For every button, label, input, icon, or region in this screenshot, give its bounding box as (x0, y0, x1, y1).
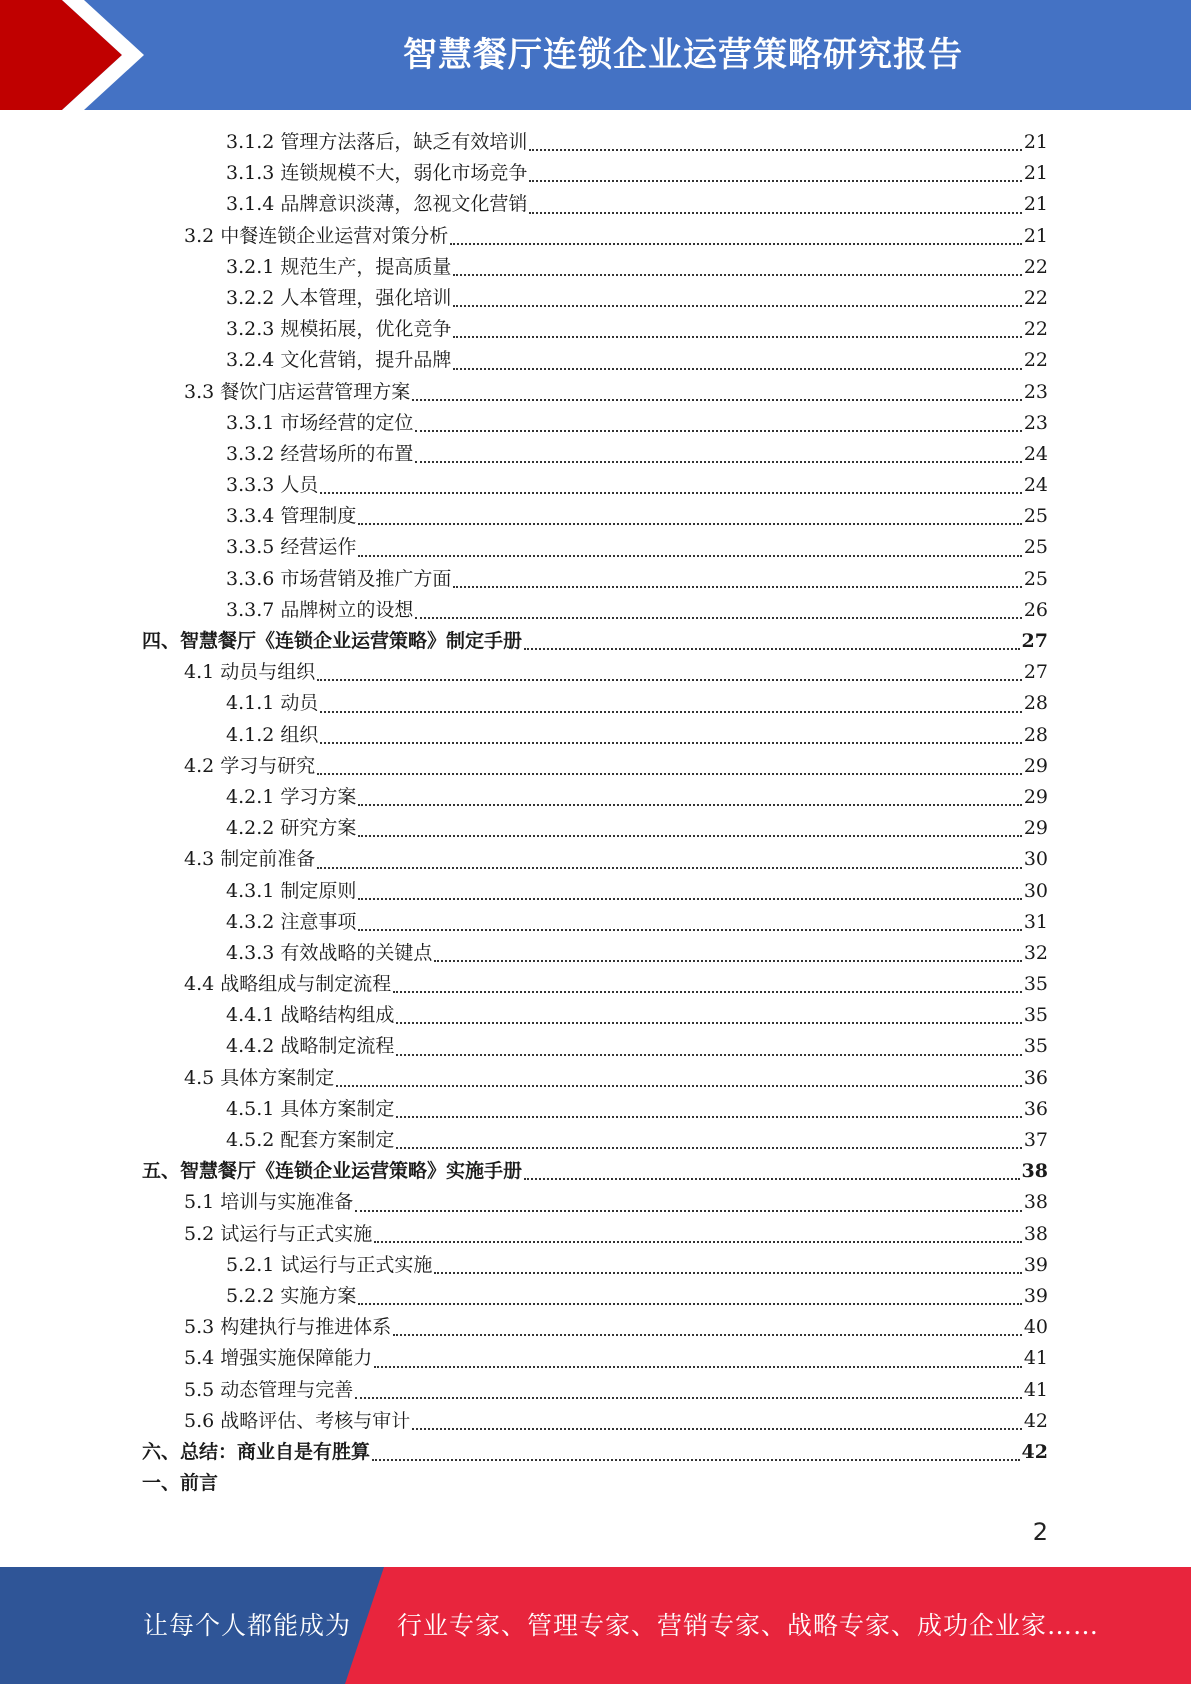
toc-entry-label: 五、智慧餐厅《连锁企业运营策略》实施手册 (142, 1160, 523, 1183)
toc-entry[interactable] (142, 564, 1048, 595)
toc-entry[interactable] (142, 876, 1048, 907)
toc-dot-leader (358, 804, 1021, 806)
toc-entry-label: 3.1.3 连锁规模不大，弱化市场竞争 (226, 162, 528, 185)
toc-entry[interactable] (142, 377, 1048, 408)
toc-entry-page: 27 (1023, 661, 1048, 684)
toc-entry-label: 4.5.1 具体方案制定 (226, 1097, 395, 1120)
toc-dot-leader (453, 274, 1021, 276)
toc-entry-page: 40 (1023, 1316, 1048, 1339)
toc-entry-page: 24 (1023, 442, 1048, 465)
toc-entry-page: 32 (1023, 941, 1048, 964)
toc-entry-page: 23 (1023, 411, 1048, 434)
toc-entry-label: 3.3.6 市场营销及推广方面 (226, 567, 452, 590)
toc-entry-page: 23 (1023, 380, 1048, 403)
document-title: 智慧餐厅连锁企业运营策略研究报告 (403, 35, 963, 75)
toc-entry[interactable] (142, 1219, 1048, 1250)
toc-entry[interactable] (142, 439, 1048, 470)
toc-entry[interactable] (142, 189, 1048, 220)
toc-entry-page: 29 (1023, 754, 1048, 777)
page-number: 2 (1032, 1518, 1048, 1546)
toc-dot-leader (412, 399, 1022, 401)
toc-entry-page: 28 (1023, 723, 1048, 746)
toc-entry-page: 21 (1023, 193, 1048, 216)
footer-slogan-left: 让每个人都能成为 (143, 1611, 352, 1640)
toc-entry[interactable] (142, 1343, 1048, 1374)
toc-entry-page: 22 (1023, 318, 1048, 341)
toc-dot-leader (434, 1272, 1021, 1274)
footer-slogan-right: 行业专家、管理专家、营销专家、战略专家、成功企业家…… (397, 1611, 1100, 1640)
toc-entry-page: 39 (1023, 1253, 1048, 1276)
toc-entry[interactable] (142, 1187, 1048, 1218)
toc-dot-leader (358, 835, 1021, 837)
toc-entry-page: 22 (1023, 286, 1048, 309)
toc-entry[interactable] (142, 158, 1048, 189)
toc-entry[interactable] (142, 1094, 1048, 1125)
toc-entry[interactable] (142, 782, 1048, 813)
toc-dot-leader (336, 1085, 1022, 1087)
toc-entry-label: 六、总结：商业自是有胜算 (142, 1440, 371, 1463)
toc-entry-label: 5.2.1 试运行与正式实施 (226, 1253, 433, 1276)
toc-entry-label: 5.2.2 实施方案 (226, 1284, 357, 1307)
toc-entry[interactable] (142, 345, 1048, 376)
toc-dot-leader (372, 1459, 1020, 1461)
toc-entry-label: 4.5.2 配套方案制定 (226, 1129, 395, 1151)
toc-entry-page: 41 (1023, 1347, 1048, 1370)
toc-entry-page: 21 (1023, 131, 1048, 153)
toc-chapter-entry[interactable] (142, 1468, 1048, 1499)
toc-entry[interactable] (142, 1125, 1048, 1156)
toc-entry-label: 5.5 动态管理与完善 (184, 1378, 354, 1401)
toc-dot-leader (434, 960, 1021, 962)
toc-entry[interactable] (142, 751, 1048, 782)
toc-entry-label: 3.3.5 经营运作 (226, 536, 357, 559)
toc-entry[interactable] (142, 844, 1048, 875)
toc-dot-leader (529, 212, 1021, 214)
toc-entry[interactable] (142, 221, 1048, 252)
toc-entry-label: 4.3 制定前准备 (184, 848, 316, 871)
toc-entry-page: 21 (1023, 224, 1048, 247)
toc-entry-page: 28 (1023, 692, 1048, 715)
toc-dot-leader (320, 492, 1021, 494)
toc-dot-leader (393, 1334, 1022, 1336)
toc-dot-leader (320, 711, 1021, 713)
toc-entry[interactable] (142, 938, 1048, 969)
toc-entry[interactable] (142, 1031, 1048, 1062)
page-footer (0, 1567, 1191, 1684)
toc-entry-page: 42 (1023, 1409, 1048, 1432)
toc-dot-leader (393, 991, 1022, 993)
toc-dot-leader (453, 368, 1021, 370)
toc-dot-leader (396, 1147, 1021, 1149)
table-of-contents (142, 127, 1048, 1499)
toc-dot-leader (524, 648, 1020, 650)
toc-entry-page: 29 (1023, 817, 1048, 840)
toc-entry-page: 41 (1023, 1378, 1048, 1401)
toc-entry-label: 3.1.4 品牌意识淡薄，忽视文化营销 (226, 193, 528, 216)
toc-entry-page: 27 (1021, 630, 1048, 652)
toc-entry-page: 21 (1023, 162, 1048, 185)
toc-entry[interactable] (142, 688, 1048, 719)
toc-dot-leader (415, 617, 1021, 619)
toc-entry-page: 35 (1023, 973, 1048, 996)
toc-entry-page: 35 (1023, 1004, 1048, 1027)
toc-dot-leader (529, 149, 1021, 151)
toc-entry-label: 4.5 具体方案制定 (184, 1066, 335, 1089)
toc-entry-label: 一、前言 (142, 1472, 219, 1495)
toc-entry[interactable] (142, 657, 1048, 688)
toc-entry[interactable] (142, 1312, 1048, 1343)
red-block (0, 0, 122, 110)
toc-dot-leader (412, 1428, 1022, 1430)
toc-entry-label: 3.2.4 文化营销，提升品牌 (226, 349, 452, 372)
toc-entry-label: 3.3.1 市场经营的定位 (226, 411, 414, 434)
toc-dot-leader (374, 1241, 1022, 1243)
toc-entry[interactable] (142, 501, 1048, 532)
toc-dot-leader (453, 305, 1021, 307)
toc-entry-label: 4.4 战略组成与制定流程 (184, 973, 392, 996)
toc-entry-page: 38 (1021, 1160, 1048, 1183)
toc-dot-leader (317, 679, 1022, 681)
toc-entry-page: 25 (1023, 536, 1048, 559)
toc-dot-leader (450, 243, 1022, 245)
toc-dot-leader (317, 867, 1022, 869)
toc-dot-leader (453, 586, 1021, 588)
toc-entry-label: 4.1.1 动员 (226, 692, 319, 715)
toc-entry-page: 36 (1023, 1097, 1048, 1120)
toc-entry-page: 36 (1023, 1066, 1048, 1089)
toc-entry[interactable] (142, 314, 1048, 345)
toc-entry-page: 38 (1023, 1222, 1048, 1245)
toc-entry-label: 3.2 中餐连锁企业运营对策分析 (184, 224, 449, 247)
toc-entry-page: 25 (1023, 505, 1048, 528)
toc-entry[interactable] (142, 969, 1048, 1000)
toc-dot-leader (415, 430, 1021, 432)
toc-entry-label: 3.3.4 管理制度 (226, 505, 357, 528)
toc-dot-leader (453, 336, 1021, 338)
toc-entry[interactable] (142, 283, 1048, 314)
toc-dot-leader (524, 1178, 1020, 1180)
toc-dot-leader (320, 742, 1021, 744)
toc-entry[interactable] (142, 532, 1048, 563)
toc-dot-leader (396, 1054, 1021, 1056)
toc-entry[interactable] (142, 1281, 1048, 1312)
toc-entry-label: 5.1 培训与实施准备 (184, 1191, 354, 1214)
toc-entry-label: 3.2.3 规模拓展，优化竞争 (226, 318, 452, 341)
toc-entry[interactable] (142, 1063, 1048, 1094)
toc-dot-leader (358, 1303, 1021, 1305)
toc-entry[interactable] (142, 813, 1048, 844)
toc-dot-leader (396, 1022, 1021, 1024)
toc-entry-label: 4.1 动员与组织 (184, 661, 316, 684)
toc-entry[interactable] (142, 1375, 1048, 1406)
toc-entry-page: 37 (1023, 1129, 1048, 1151)
toc-chapter-entry[interactable] (142, 1156, 1048, 1187)
toc-dot-leader (358, 929, 1021, 931)
toc-dot-leader (317, 773, 1022, 775)
toc-chapter-entry[interactable] (142, 626, 1048, 657)
toc-entry-label: 3.3 餐饮门店运营管理方案 (184, 380, 411, 403)
toc-entry-page: 26 (1023, 598, 1048, 621)
toc-entry-label: 3.3.2 经营场所的布置 (226, 442, 414, 465)
toc-entry-page: 22 (1023, 349, 1048, 372)
toc-dot-leader (358, 555, 1021, 557)
toc-entry[interactable] (142, 252, 1048, 283)
toc-entry-page: 30 (1023, 879, 1048, 902)
toc-dot-leader (415, 461, 1021, 463)
toc-dot-leader (358, 523, 1021, 525)
toc-entry-label: 4.3.2 注意事项 (226, 910, 357, 933)
toc-entry-label: 3.1.2 管理方法落后，缺乏有效培训 (226, 131, 528, 153)
toc-entry-label: 4.2.1 学习方案 (226, 785, 357, 808)
toc-dot-leader (355, 1210, 1022, 1212)
toc-entry[interactable] (142, 595, 1048, 626)
toc-entry-label: 四、智慧餐厅《连锁企业运营策略》制定手册 (142, 630, 523, 652)
toc-entry-label: 4.3.1 制定原则 (226, 879, 357, 902)
toc-entry-page: 35 (1023, 1035, 1048, 1058)
toc-entry-page: 25 (1023, 567, 1048, 590)
toc-chapter-entry[interactable] (142, 1437, 1048, 1468)
toc-entry-label: 4.3.3 有效战略的关键点 (226, 941, 433, 964)
toc-entry[interactable] (142, 1406, 1048, 1437)
toc-entry[interactable] (142, 1250, 1048, 1281)
toc-entry-page: 31 (1023, 910, 1048, 933)
toc-entry-label: 4.2.2 研究方案 (226, 817, 357, 840)
toc-entry-page: 38 (1023, 1191, 1048, 1214)
toc-entry[interactable] (142, 907, 1048, 938)
toc-dot-leader (396, 1116, 1021, 1118)
toc-dot-leader (358, 898, 1021, 900)
toc-dot-leader (529, 180, 1021, 182)
toc-entry-label: 3.2.2 人本管理，强化培训 (226, 286, 452, 309)
toc-entry-page: 22 (1023, 255, 1048, 278)
toc-entry-label: 5.2 试运行与正式实施 (184, 1222, 373, 1245)
toc-entry-label: 5.3 构建执行与推进体系 (184, 1316, 392, 1339)
red-chevron-decoration (0, 0, 200, 110)
toc-entry-page: 29 (1023, 785, 1048, 808)
toc-dot-leader (355, 1397, 1022, 1399)
toc-entry-label: 3.3.3 人员 (226, 474, 319, 497)
toc-entry-label: 4.1.2 组织 (226, 723, 319, 746)
toc-entry-label: 5.4 增强实施保障能力 (184, 1347, 373, 1370)
toc-entry-page: 39 (1023, 1284, 1048, 1307)
toc-entry-label: 5.6 战略评估、考核与审计 (184, 1409, 411, 1432)
toc-entry-label: 4.4.1 战略结构组成 (226, 1004, 395, 1027)
toc-entry-label: 4.4.2 战略制定流程 (226, 1035, 395, 1058)
toc-dot-leader (374, 1366, 1022, 1368)
toc-entry-page: 24 (1023, 474, 1048, 497)
toc-entry[interactable] (142, 720, 1048, 751)
toc-entry[interactable] (142, 408, 1048, 439)
toc-entry-page: 42 (1021, 1440, 1048, 1463)
toc-entry-label: 4.2 学习与研究 (184, 754, 316, 777)
toc-entry[interactable] (142, 127, 1048, 158)
toc-entry[interactable] (142, 470, 1048, 501)
toc-entry-page: 30 (1023, 848, 1048, 871)
toc-entry[interactable] (142, 1000, 1048, 1031)
page-header (0, 0, 1191, 110)
toc-entry-label: 3.2.1 规范生产，提高质量 (226, 255, 452, 278)
toc-entry-label: 3.3.7 品牌树立的设想 (226, 598, 414, 621)
